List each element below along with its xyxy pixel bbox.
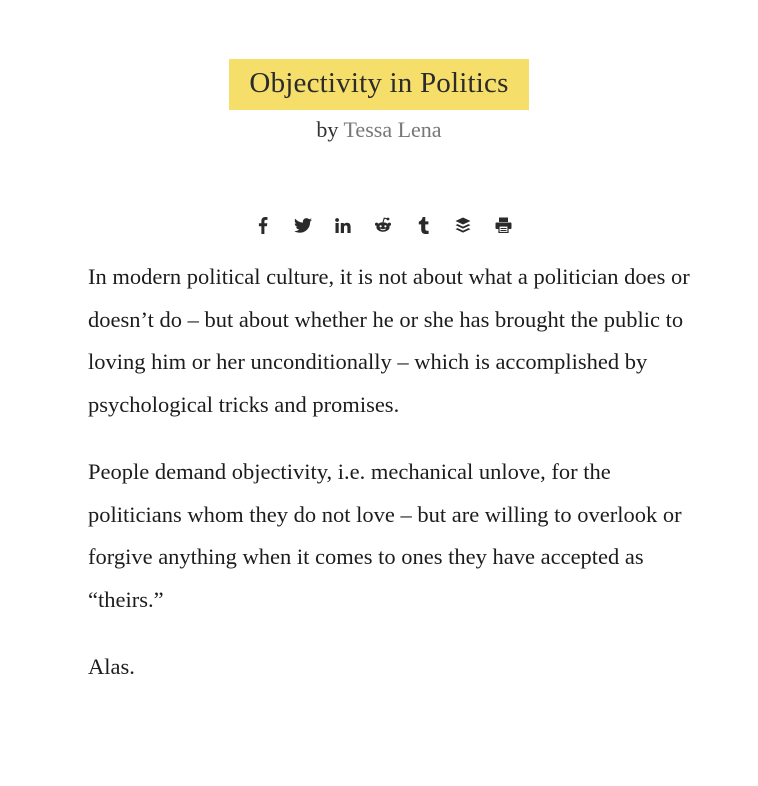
article-body xyxy=(88,256,698,714)
byline-prefix: by xyxy=(316,117,339,142)
title-container xyxy=(0,59,758,110)
body-paragraph: Alas. xyxy=(88,654,135,679)
body-paragraph: In modern political culture, it is not about what a politician does or doesn’t do – but about whether he or she has brought the public to loving him or her unconditionally – which is accomplished by psychological tricks and promises. xyxy=(88,264,690,417)
twitter-icon[interactable] xyxy=(291,213,315,237)
share-bar xyxy=(0,213,758,237)
reddit-icon[interactable] xyxy=(371,213,395,237)
author-link[interactable]: Tessa Lena xyxy=(343,117,442,142)
article-title: Objectivity in Politics xyxy=(229,59,528,110)
body-paragraph: People demand objectivity, i.e. mechanical unlove, for the politicians whom they do not love – but are willing to overlook or forgive anything when it comes to ones they have accepted as “theirs.” xyxy=(88,459,682,612)
print-icon[interactable] xyxy=(491,213,515,237)
byline xyxy=(0,116,758,144)
linkedin-icon[interactable] xyxy=(331,213,355,237)
tumblr-icon[interactable] xyxy=(411,213,435,237)
facebook-icon[interactable] xyxy=(251,213,275,237)
buffer-icon[interactable] xyxy=(451,213,475,237)
